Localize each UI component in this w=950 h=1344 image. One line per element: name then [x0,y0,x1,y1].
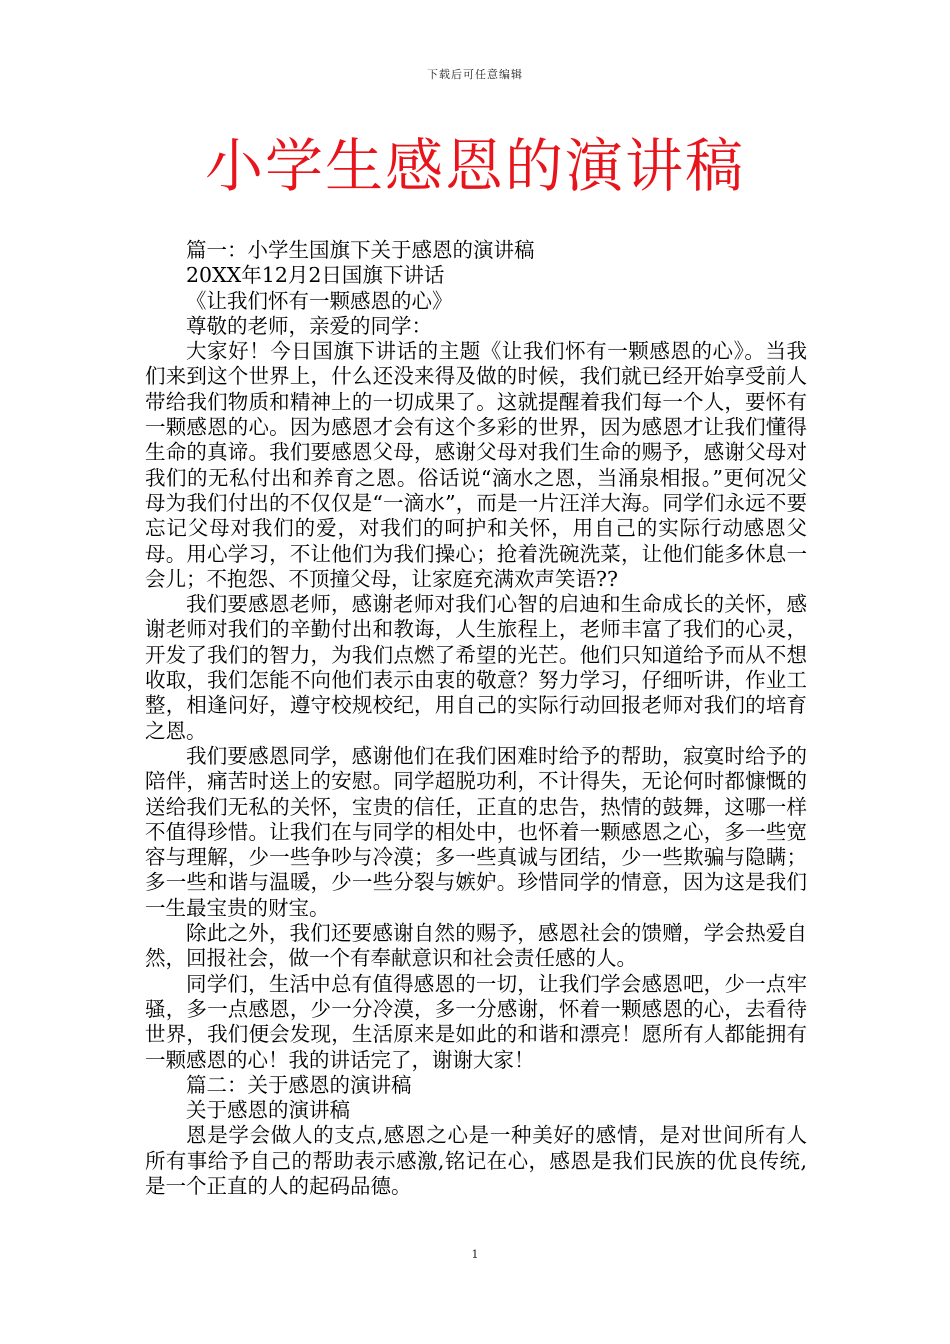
paragraph: 恩是学会做人的支点,感恩之心是一种美好的感情，是对世间所有人所有事给予自己的帮助表示感激,铭记在心，感恩是我们民族的优良传统,是一个正直的人的起码品德。 [145,1123,807,1198]
paragraph: 20XX年12月2日国旗下讲话 [186,263,445,288]
paragraph: 篇一：小学生国旗下关于感恩的演讲稿 [186,238,535,262]
paragraph: 关于感恩的演讲稿 [186,1098,350,1123]
paragraph: 《让我们怀有一颗感恩的心》 [186,288,453,313]
paragraph: 大家好！今日国旗下讲话的主题《让我们怀有一颗感恩的心》。当我们来到这个世界上，什么还没来得及做的时候，我们就已经开始享受前人带给我们物质和精神上的一切成果了。这就提醒着我们每一个人，要怀有一颗感恩的心。因为感恩才会有这个多彩的世界，因为感恩才让我们懂得生命的真谛。我们要感恩父母，感谢父母对我们生命的赐予，感谢父母对我们的无私付出和养育之恩。俗话说“滴水之恩，当涌泉相报。”更何况父母为我们付出的不仅仅是“一滴水”，而是一片汪洋大海。同学们永远不要忘记父母对我们的爱，对我们的呵护和关怀，用自己的实际行动感恩父母。用心学习，不让他们为我们操心；抢着洗碗洗菜，让他们能多休息一会儿；不抱怨、不顶撞父母，让家庭充满欢声笑语?? [145,339,807,591]
paragraph: 同学们，生活中总有值得感恩的一切，让我们学会感恩吧，少一点牢骚，多一点感恩，少一分冷漠，多一分感谢，怀着一颗感恩的心，去看待世界，我们便会发现，生活原来是如此的和谐和漂亮！愿所有人都能拥有一颗感恩的心！我的讲话完了，谢谢大家！ [145,971,807,1072]
paragraph: 我们要感恩同学，感谢他们在我们困难时给予的帮助，寂寞时给予的陪伴，痛苦时送上的安慰。同学超脱功利，不计得失，无论何时都慷慨的送给我们无私的关怀，宝贵的信任，正直的忠告，热情的鼓舞，这哪一样不值得珍惜。让我们在与同学的相处中，也怀着一颗感恩之心，多一些宽容与理解，少一些争吵与冷漠；多一些真诚与团结，少一些欺骗与隐瞒；多一些和谐与温暖，少一些分裂与嫉妒。珍惜同学的情意，因为这是我们一生最宝贵的财宝。 [145,743,807,920]
page-header: 下载后可任意编辑 [427,68,523,81]
document-title: 小学生感恩的演讲稿 [204,132,745,200]
document-body [145,238,807,1199]
page-number: 1 [471,1248,479,1261]
paragraph: 篇二：关于感恩的演讲稿 [186,1072,412,1097]
paragraph: 我们要感恩老师，感谢老师对我们心智的启迪和生命成长的关怀，感谢老师对我们的辛勤付出和教诲，人生旅程上，老师丰富了我们的心灵，开发了我们的智力，为我们点燃了希望的光芒。他们只知道给予而从不想收取，我们怎能不向他们表示由衷的敬意？努力学习，仔细听讲，作业工整，相逢问好，遵守校规校纪，用自己的实际行动回报老师对我们的培育之恩。 [145,592,807,743]
paragraph: 尊敬的老师，亲爱的同学： [186,313,432,338]
paragraph: 除此之外，我们还要感谢自然的赐予，感恩社会的馈赠，学会热爱自然，回报社会，做一个有奉献意识和社会责任感的人。 [145,921,807,971]
